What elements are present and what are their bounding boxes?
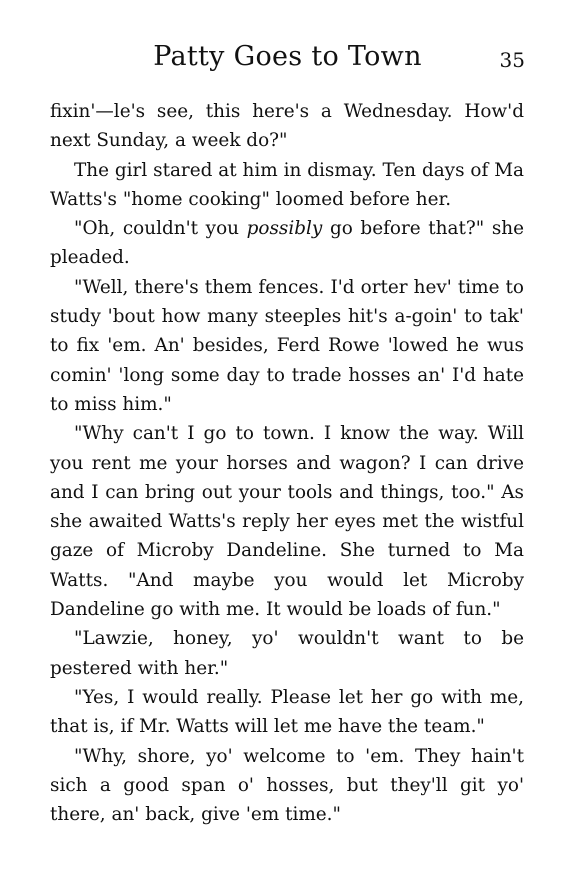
paragraph-text: go before that?" she pleaded. <box>50 218 525 269</box>
paragraph: "Lawzie, honey, yo' wouldn't want to be pestered with her." <box>50 628 524 679</box>
paragraph-text: "Oh, couldn't you <box>74 218 247 240</box>
paragraph: "Yes, I would really. Please let her go with me, that is, if Mr. Watts will let me have the team." <box>50 686 524 738</box>
body-text <box>50 97 524 829</box>
paragraph: "Well, there's them fences. I'd orter hev' time to study 'bout how many steeples hit's a-goin' to tak' to fix 'em. An' besides, Ferd Rowe 'lowed he wus comin' 'long some day to trade hosses an' I'd hate to miss him." <box>50 276 524 415</box>
paragraph <box>50 214 524 273</box>
paragraph-continuation: fixin'—le's see, this here's a Wednesday. How'd next Sunday, a week do?" <box>50 101 524 152</box>
paragraph: The girl stared at him in dismay. Ten days of Ma Watts's "home cooking" loomed before her. <box>50 159 524 210</box>
page-number: 35 <box>499 48 525 72</box>
running-header-title: Patty Goes to Town <box>153 41 422 72</box>
emphasized-word: possibly <box>246 218 323 240</box>
paragraph: "Why, shore, yo' welcome to 'em. They hain't sich a good span o' hosses, but they'll git yo' there, an' back, give 'em time." <box>50 745 524 826</box>
paragraph: "Why can't I go to town. I know the way. Will you rent me your horses and wagon? I can drive and I can bring out your tools and things, too." As she awaited Watts's reply her eyes met the wistful gaze of Microby Dandeline. She turned to Ma Watts. "And maybe you would let Microby Dandeline go with me. It would be loads of fun." <box>50 423 524 621</box>
